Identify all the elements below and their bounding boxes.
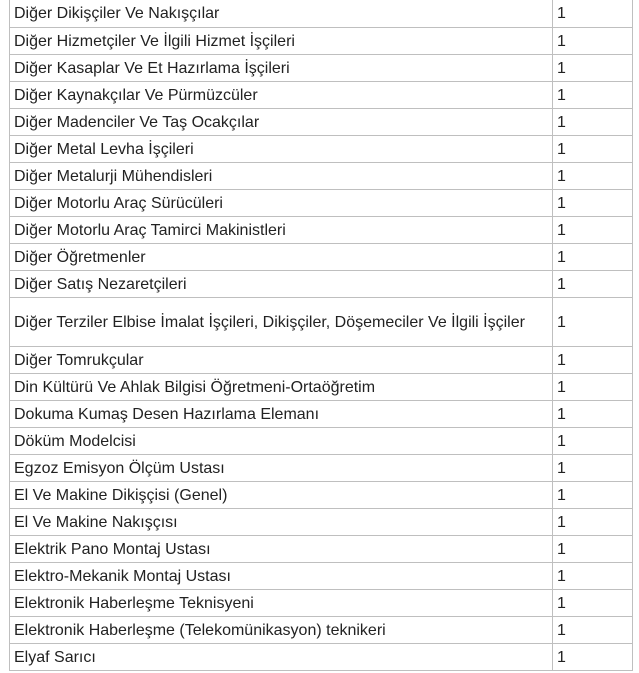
table-row (10, 270, 633, 297)
count-cell: 1 (553, 508, 633, 535)
occupation-name-cell: Egzoz Emisyon Ölçüm Ustası (10, 454, 553, 481)
table-row (10, 346, 633, 373)
count-cell: 1 (553, 400, 633, 427)
count-cell: 1 (553, 427, 633, 454)
occupation-name-cell: Diğer Motorlu Araç Tamirci Makinistleri (10, 216, 553, 243)
table-row (10, 481, 633, 508)
table-row (10, 54, 633, 81)
occupation-name-cell: Elektronik Haberleşme Teknisyeni (10, 589, 553, 616)
occupation-name-cell: Diğer Tomrukçular (10, 346, 553, 373)
table-row (10, 454, 633, 481)
table-row (10, 81, 633, 108)
count-cell: 1 (553, 108, 633, 135)
occupation-name-cell: Din Kültürü Ve Ahlak Bilgisi Öğretmeni-Ortaöğretim (10, 373, 553, 400)
count-cell: 1 (553, 562, 633, 589)
occupation-name-cell: Diğer Metal Levha İşçileri (10, 135, 553, 162)
count-cell: 1 (553, 189, 633, 216)
count-cell: 1 (553, 373, 633, 400)
count-cell: 1 (553, 481, 633, 508)
count-cell: 1 (553, 216, 633, 243)
table-row (10, 135, 633, 162)
occupation-name-cell: Elyaf Sarıcı (10, 643, 553, 670)
occupation-name-cell: Elektrik Pano Montaj Ustası (10, 535, 553, 562)
occupation-name-cell: Diğer Satış Nezaretçileri (10, 270, 553, 297)
count-cell: 1 (553, 243, 633, 270)
table-row (10, 400, 633, 427)
count-cell: 1 (553, 162, 633, 189)
table-row (10, 373, 633, 400)
table-row (10, 589, 633, 616)
count-cell: 1 (553, 346, 633, 373)
table-row (10, 616, 633, 643)
count-cell: 1 (553, 0, 633, 27)
table-row (10, 535, 633, 562)
count-cell: 1 (553, 297, 633, 346)
table-row (10, 297, 633, 346)
occupation-name-cell: Dokuma Kumaş Desen Hazırlama Elemanı (10, 400, 553, 427)
table-row (10, 0, 633, 27)
occupation-name-cell: Diğer Dikişçiler Ve Nakışçılar (10, 0, 553, 27)
occupation-name-cell: Diğer Madenciler Ve Taş Ocakçılar (10, 108, 553, 135)
table-row (10, 643, 633, 670)
occupation-name-cell: Diğer Öğretmenler (10, 243, 553, 270)
occupation-table (9, 0, 633, 671)
count-cell: 1 (553, 81, 633, 108)
count-cell: 1 (553, 643, 633, 670)
table-row (10, 162, 633, 189)
count-cell: 1 (553, 616, 633, 643)
occupation-name-cell: Diğer Motorlu Araç Sürücüleri (10, 189, 553, 216)
occupation-table-container (9, 0, 633, 671)
table-row (10, 216, 633, 243)
count-cell: 1 (553, 535, 633, 562)
count-cell: 1 (553, 589, 633, 616)
table-row (10, 108, 633, 135)
count-cell: 1 (553, 27, 633, 54)
count-cell: 1 (553, 54, 633, 81)
occupation-name-cell: Elektronik Haberleşme (Telekomünikasyon) teknikeri (10, 616, 553, 643)
occupation-name-cell: El Ve Makine Dikişçisi (Genel) (10, 481, 553, 508)
table-row (10, 27, 633, 54)
occupation-name-cell: El Ve Makine Nakışçısı (10, 508, 553, 535)
count-cell: 1 (553, 270, 633, 297)
table-row (10, 243, 633, 270)
occupation-name-cell: Elektro-Mekanik Montaj Ustası (10, 562, 553, 589)
table-row (10, 427, 633, 454)
count-cell: 1 (553, 454, 633, 481)
occupation-name-cell: Diğer Kasaplar Ve Et Hazırlama İşçileri (10, 54, 553, 81)
occupation-name-cell: Döküm Modelcisi (10, 427, 553, 454)
count-cell: 1 (553, 135, 633, 162)
occupation-name-cell: Diğer Metalurji Mühendisleri (10, 162, 553, 189)
table-row (10, 508, 633, 535)
occupation-name-cell: Diğer Kaynakçılar Ve Pürmüzcüler (10, 81, 553, 108)
occupation-name-cell: Diğer Hizmetçiler Ve İlgili Hizmet İşçileri (10, 27, 553, 54)
occupation-name-cell: Diğer Terziler Elbise İmalat İşçileri, Dikişçiler, Döşemeciler Ve İlgili İşçiler (10, 297, 553, 346)
table-row (10, 562, 633, 589)
table-row (10, 189, 633, 216)
